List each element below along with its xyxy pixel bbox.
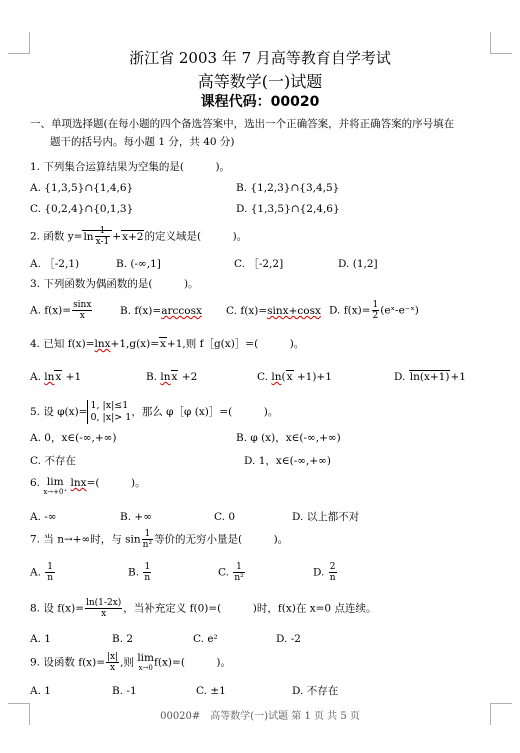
q1-stem: 1. 下列集合运算结果为空集的是( )。	[30, 161, 231, 173]
q6-fn: lnx	[70, 477, 87, 489]
q9-num: |x|	[107, 652, 119, 662]
q4-d-post: +1	[450, 371, 466, 383]
q3-d-post: (eˣ-e⁻ˣ)	[380, 304, 419, 317]
q7-option-b	[128, 562, 152, 583]
q8-option-b: B. 2	[112, 633, 134, 645]
q7-d-den: n	[329, 573, 336, 583]
q2-root-expr	[82, 226, 112, 247]
q3-a-pre: A. f(x)=	[30, 304, 72, 317]
q3-d-den: 2	[372, 311, 379, 321]
q9-fraction	[106, 652, 119, 673]
q3-option-c	[226, 304, 321, 318]
q4-c-pre: C.	[257, 371, 272, 383]
q5-stem	[30, 400, 278, 424]
q5-case1: 1, |x|≤1	[90, 400, 129, 411]
q8-option-c: C. e²	[193, 633, 218, 645]
q7-pre: 7. 当 n→+∞时，与 sin	[30, 533, 141, 546]
section-heading-cont: 题干的括号内。每小题 1 分，共 40 分)	[50, 136, 235, 148]
q6-pre: 6.	[30, 477, 44, 489]
q4-option-b	[146, 370, 197, 384]
q9-pre: 9. 设函数 f(x)=	[30, 656, 105, 669]
q5-pre: 5. 设 φ(x)=	[30, 406, 88, 418]
q7-b-fraction	[143, 562, 151, 583]
q4-f: lnx	[94, 338, 111, 350]
q5-option-b: B. φ (x)，x∈(-∞,+∞)	[236, 432, 341, 444]
q7-b-pre: B.	[128, 566, 143, 579]
q7-d-pre: D.	[313, 566, 328, 579]
q3-option-a	[30, 300, 93, 321]
q8-option-a: A. 1	[30, 633, 51, 645]
exam-title: 浙江省 2003 年 7 月高等教育自学考试	[129, 49, 391, 67]
q8-den: x	[101, 609, 107, 619]
q1-option-c: C. {0,2,4}∩{0,1,3}	[30, 203, 134, 215]
q9-option-a: A. 1	[30, 685, 51, 697]
q2-option-c: C. ［-2,2]	[234, 258, 284, 270]
exam-subject: 高等数学(一)试题	[197, 72, 323, 91]
q3-option-b	[120, 304, 202, 318]
q4-option-a	[30, 370, 81, 384]
q1-option-a: A. {1,3,5}∩{1,4,6}	[30, 182, 134, 194]
q4-post: +1,则 f［g(x)］=( )。	[166, 338, 305, 350]
q5-option-a: A. 0，x∈(-∞,+∞)	[30, 432, 117, 444]
q4-pre: 4. 已知 f(x)=	[30, 338, 95, 350]
q5-piecewise	[87, 400, 131, 424]
q4-b-root: x	[171, 371, 178, 383]
q4-a-ln: ln	[44, 371, 55, 383]
q9-option-c: C. ±1	[196, 685, 226, 697]
q7-option-a	[30, 562, 56, 583]
q7-stem	[30, 529, 288, 550]
q3-d-fraction	[372, 300, 380, 321]
q3-a-num: sinx	[73, 300, 92, 310]
q3-b-fn: arccosx	[161, 305, 202, 317]
q9-option-b: B. -1	[112, 685, 137, 697]
q9-lim: lim	[137, 652, 155, 664]
q6-option-a: A. -∞	[30, 511, 57, 523]
q4-d-pre: D.	[394, 371, 409, 383]
q3-option-d	[329, 300, 419, 321]
q2-stem-pre: 2. 函数 y=	[30, 230, 83, 243]
q4-mid: +1,g(x)=	[110, 338, 159, 350]
q3-c-fn: sinx+cosx	[267, 305, 321, 317]
q6-option-b: B. +∞	[120, 511, 152, 523]
q4-a-root: x	[55, 371, 62, 383]
q9-den: x	[110, 663, 116, 673]
q4-a-post: +1	[62, 371, 82, 383]
q2-option-a: A. ［-2,1)	[30, 258, 80, 270]
q9-option-d: D. 不存在	[292, 685, 339, 697]
q7-fraction	[142, 529, 153, 550]
q4-b-post: +2	[178, 371, 198, 383]
q9-stem	[30, 652, 231, 673]
q2-plus: +	[112, 230, 122, 243]
q6-option-c: C. 0	[214, 511, 236, 523]
q4-option-d	[394, 370, 466, 384]
q7-c-den: n²	[234, 573, 244, 583]
page-footer: 00020# 高等数学(一)试题 第 1 页 共 5 页	[160, 711, 360, 722]
q7-a-den-wrap	[45, 573, 55, 583]
q8-fraction	[85, 598, 122, 619]
q7-option-c	[218, 562, 246, 583]
q2-frac-num: 1	[95, 226, 111, 237]
q2-option-d: D. (1,2]	[338, 258, 378, 270]
q5-case2: 0, |x|> 1	[90, 412, 132, 423]
q3-a-den: x	[79, 311, 85, 321]
q2-fraction	[95, 226, 111, 247]
q3-stem: 3. 下列函数为偶函数的是( )。	[30, 278, 199, 290]
q7-option-d	[313, 562, 338, 583]
q3-b-pre: B. f(x)=	[120, 305, 162, 317]
q7-a-pre: A.	[30, 566, 45, 579]
q6-stem	[30, 476, 146, 496]
q4-c-mid: (	[281, 371, 286, 383]
q3-a-fraction	[72, 300, 92, 321]
q6-option-d: D. 以上都不对	[292, 511, 360, 523]
q8-num: ln(1-2x)	[86, 598, 122, 608]
q3-c-pre: C. f(x)=	[226, 305, 268, 317]
q7-den: n²	[142, 540, 153, 550]
q4-option-c	[257, 370, 332, 384]
q2-stem	[30, 226, 247, 247]
q5-option-c: C. 不存在	[30, 455, 76, 467]
q6-lim: lim	[46, 476, 64, 488]
q7-num: 1	[142, 529, 153, 540]
q4-c-post: +1)+1	[293, 371, 332, 383]
q3-d-num: 1	[372, 300, 379, 310]
q4-b-pre: B.	[146, 371, 161, 383]
q3-d-pre: D. f(x)=	[329, 304, 371, 317]
q2-option-b: B. (-∞,1]	[116, 258, 161, 270]
q4-c-root: x	[286, 371, 293, 383]
q6-lim-sub: x→+0⁺	[43, 488, 68, 496]
q9-lim-sub: x→0	[138, 664, 153, 672]
section-heading: 一、单项选择题(在每小题的四个备选答案中，选出一个正确答案，并将正确答案的序号填在	[30, 118, 455, 130]
q9-limit	[137, 652, 154, 672]
q4-g-root: x	[160, 338, 166, 350]
q9-post: f(x)=( )。	[154, 656, 232, 669]
q5-option-d: D. 1，x∈(-∞,+∞)	[244, 455, 331, 467]
q7-c-fraction	[233, 562, 244, 583]
course-code: 课程代码：00020	[200, 94, 320, 110]
q2-root-ln: ln	[83, 230, 94, 243]
q2-stem-post: 的定义域是( )。	[144, 230, 248, 243]
q6-post: =( )。	[86, 477, 146, 489]
q9-mid: ,则	[120, 656, 138, 669]
q7-a-num: 1	[45, 562, 55, 573]
q7-c-num: 1	[233, 562, 244, 573]
q7-a-fraction	[45, 562, 55, 583]
q1-option-d: D. {1,3,5}∩{2,4,6}	[236, 203, 340, 215]
q5-post: ，那么 φ［φ (x)］=( )。	[131, 406, 279, 418]
q7-a-den: n	[47, 573, 54, 583]
q1-option-b: B. {1,2,3}∩{3,4,5}	[236, 182, 340, 194]
q6-limit	[43, 476, 67, 496]
q7-b-den: n	[144, 573, 151, 583]
q7-d-fraction	[329, 562, 337, 583]
q4-stem	[30, 337, 304, 351]
q4-b-ln: ln	[160, 371, 171, 383]
q7-c-pre: C.	[218, 566, 233, 579]
q7-d-num: 2	[329, 562, 336, 572]
q8-stem	[30, 598, 376, 619]
q8-option-d: D. -2	[276, 633, 301, 645]
q4-a-pre: A.	[30, 371, 45, 383]
q7-post: 等价的无穷小量是( )。	[154, 533, 289, 546]
q2-root2: x+2	[122, 230, 144, 243]
q2-frac-den: x-1	[95, 237, 110, 247]
q8-post: ，当补充定义 f(0)=( )时，f(x)在 x=0 点连续。	[123, 602, 377, 615]
q4-c-ln: ln	[271, 371, 282, 383]
q8-pre: 8. 设 f(x)=	[30, 602, 84, 615]
q4-d-root: ln(x+1)	[409, 371, 450, 383]
q7-b-num: 1	[144, 562, 151, 572]
